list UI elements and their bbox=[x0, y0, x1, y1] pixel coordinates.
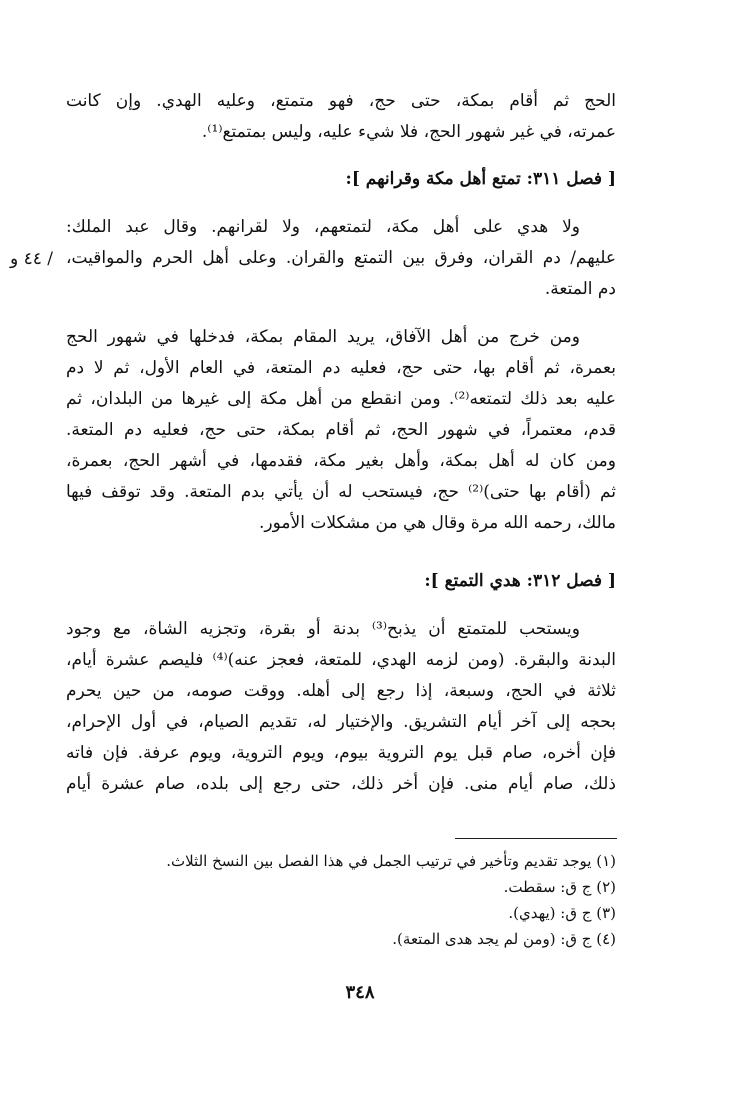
text-line: بعمرة، ثم أقام بها، حتى حج، فعليه دم المتعة، في العام الأول، ثم لا دم bbox=[66, 358, 616, 378]
text-line: ويستحب للمتمتع أن يذبح⁽³⁾ بدنة أو بقرة، وتجزيه الشاة، مع وجود bbox=[66, 619, 580, 639]
paragraph-1 bbox=[66, 86, 616, 148]
text-line: ثم (أقام بها حتى)⁽²⁾ حج، فيستحب له أن يأتي بدم المتعة. وقد توقف فيها bbox=[66, 482, 617, 502]
text-line: عمرته، في غير شهور الحج، فلا شيء عليه، وليس بمتمتع⁽¹⁾. bbox=[201, 122, 616, 142]
margin-folio-note: / ٤٤ و bbox=[10, 249, 54, 269]
footnote-1: (١) يوجد تقديم وتأخير في ترتيب الجمل في هذا الفصل بين النسخ الثلاث. bbox=[166, 852, 616, 870]
text-line: البدنة والبقرة. (ومن لزمه الهدي، للمتعة، فعجز عنه)⁽⁴⁾ فليصم عشرة أيام، bbox=[66, 650, 616, 670]
footnote-2: (٢) ج ق: سقطت. bbox=[503, 878, 616, 896]
section-heading: [ فصل ٣١٢: هدي التمتع ]: bbox=[424, 571, 616, 591]
text-line: ومن كان له أهل بمكة، وأهل بغير مكة، فقدمها، في أشهر الحج، بعمرة، bbox=[66, 451, 616, 471]
footnote-3: (٣) ج ق: (يهدي). bbox=[508, 904, 616, 922]
section-heading: [ فصل ٣١١: تمتع أهل مكة وقرانهم ]: bbox=[345, 169, 616, 189]
text-line: ولا هدي على أهل مكة، لتمتعهم، ولا لقرانهم. وقال عبد الملك: bbox=[66, 217, 580, 237]
page-number: ٣٤٨ bbox=[345, 982, 375, 1003]
text-line: عليهم/ دم القران، وفرق بين التمتع والقران. وعلى أهل الحرم والمواقيت، bbox=[66, 248, 616, 268]
text-line: عليه بعد ذلك لتمتعه⁽²⁾. ومن انقطع من أهل مكة إلى غيرها من البلدان، ثم bbox=[66, 389, 616, 409]
text-line: قدم، معتمراً، في شهور الحج، ثم أقام بمكة، حتى حج، فعليه دم المتعة. bbox=[66, 420, 616, 440]
text-line: بحجه إلى آخر أيام التشريق. والإختيار له، تقديم الصيام، في أول الإحرام، bbox=[66, 712, 616, 732]
footnote-4: (٤) ج ق: (ومن لم يجد هدى المتعة). bbox=[392, 930, 616, 948]
paragraph-4 bbox=[66, 614, 616, 800]
text-line: ومن خرج من أهل الآفاق، يريد المقام بمكة، فدخلها في شهور الحج bbox=[66, 327, 580, 347]
section-heading-311 bbox=[66, 164, 616, 195]
text-line: الحج ثم أقام بمكة، حتى حج، فهو متمتع، وعليه الهدي. وإن كانت bbox=[66, 91, 616, 111]
footnotes bbox=[120, 848, 616, 952]
text-line: دم المتعة. bbox=[544, 279, 616, 299]
footnote-divider bbox=[455, 838, 617, 839]
section-heading-312 bbox=[66, 566, 616, 597]
text-line: ثلاثة في الحج، وسبعة، إذا رجع إلى أهله. ووقت صومه، من حين يحرم bbox=[66, 681, 616, 701]
text-line: فإن أخره، صام قبل يوم التروية بيوم، ويوم التروية، ويوم عرفة. فإن فاته bbox=[66, 743, 616, 763]
paragraph-2 bbox=[66, 212, 616, 305]
text-line: مالك، رحمه الله مرة وقال هي من مشكلات الأمور. bbox=[259, 513, 616, 533]
paragraph-3 bbox=[66, 322, 616, 539]
text-line: ذلك، صام أيام منى. فإن أخر ذلك، حتى رجع إلى بلده، صام عشرة أيام bbox=[66, 774, 616, 794]
